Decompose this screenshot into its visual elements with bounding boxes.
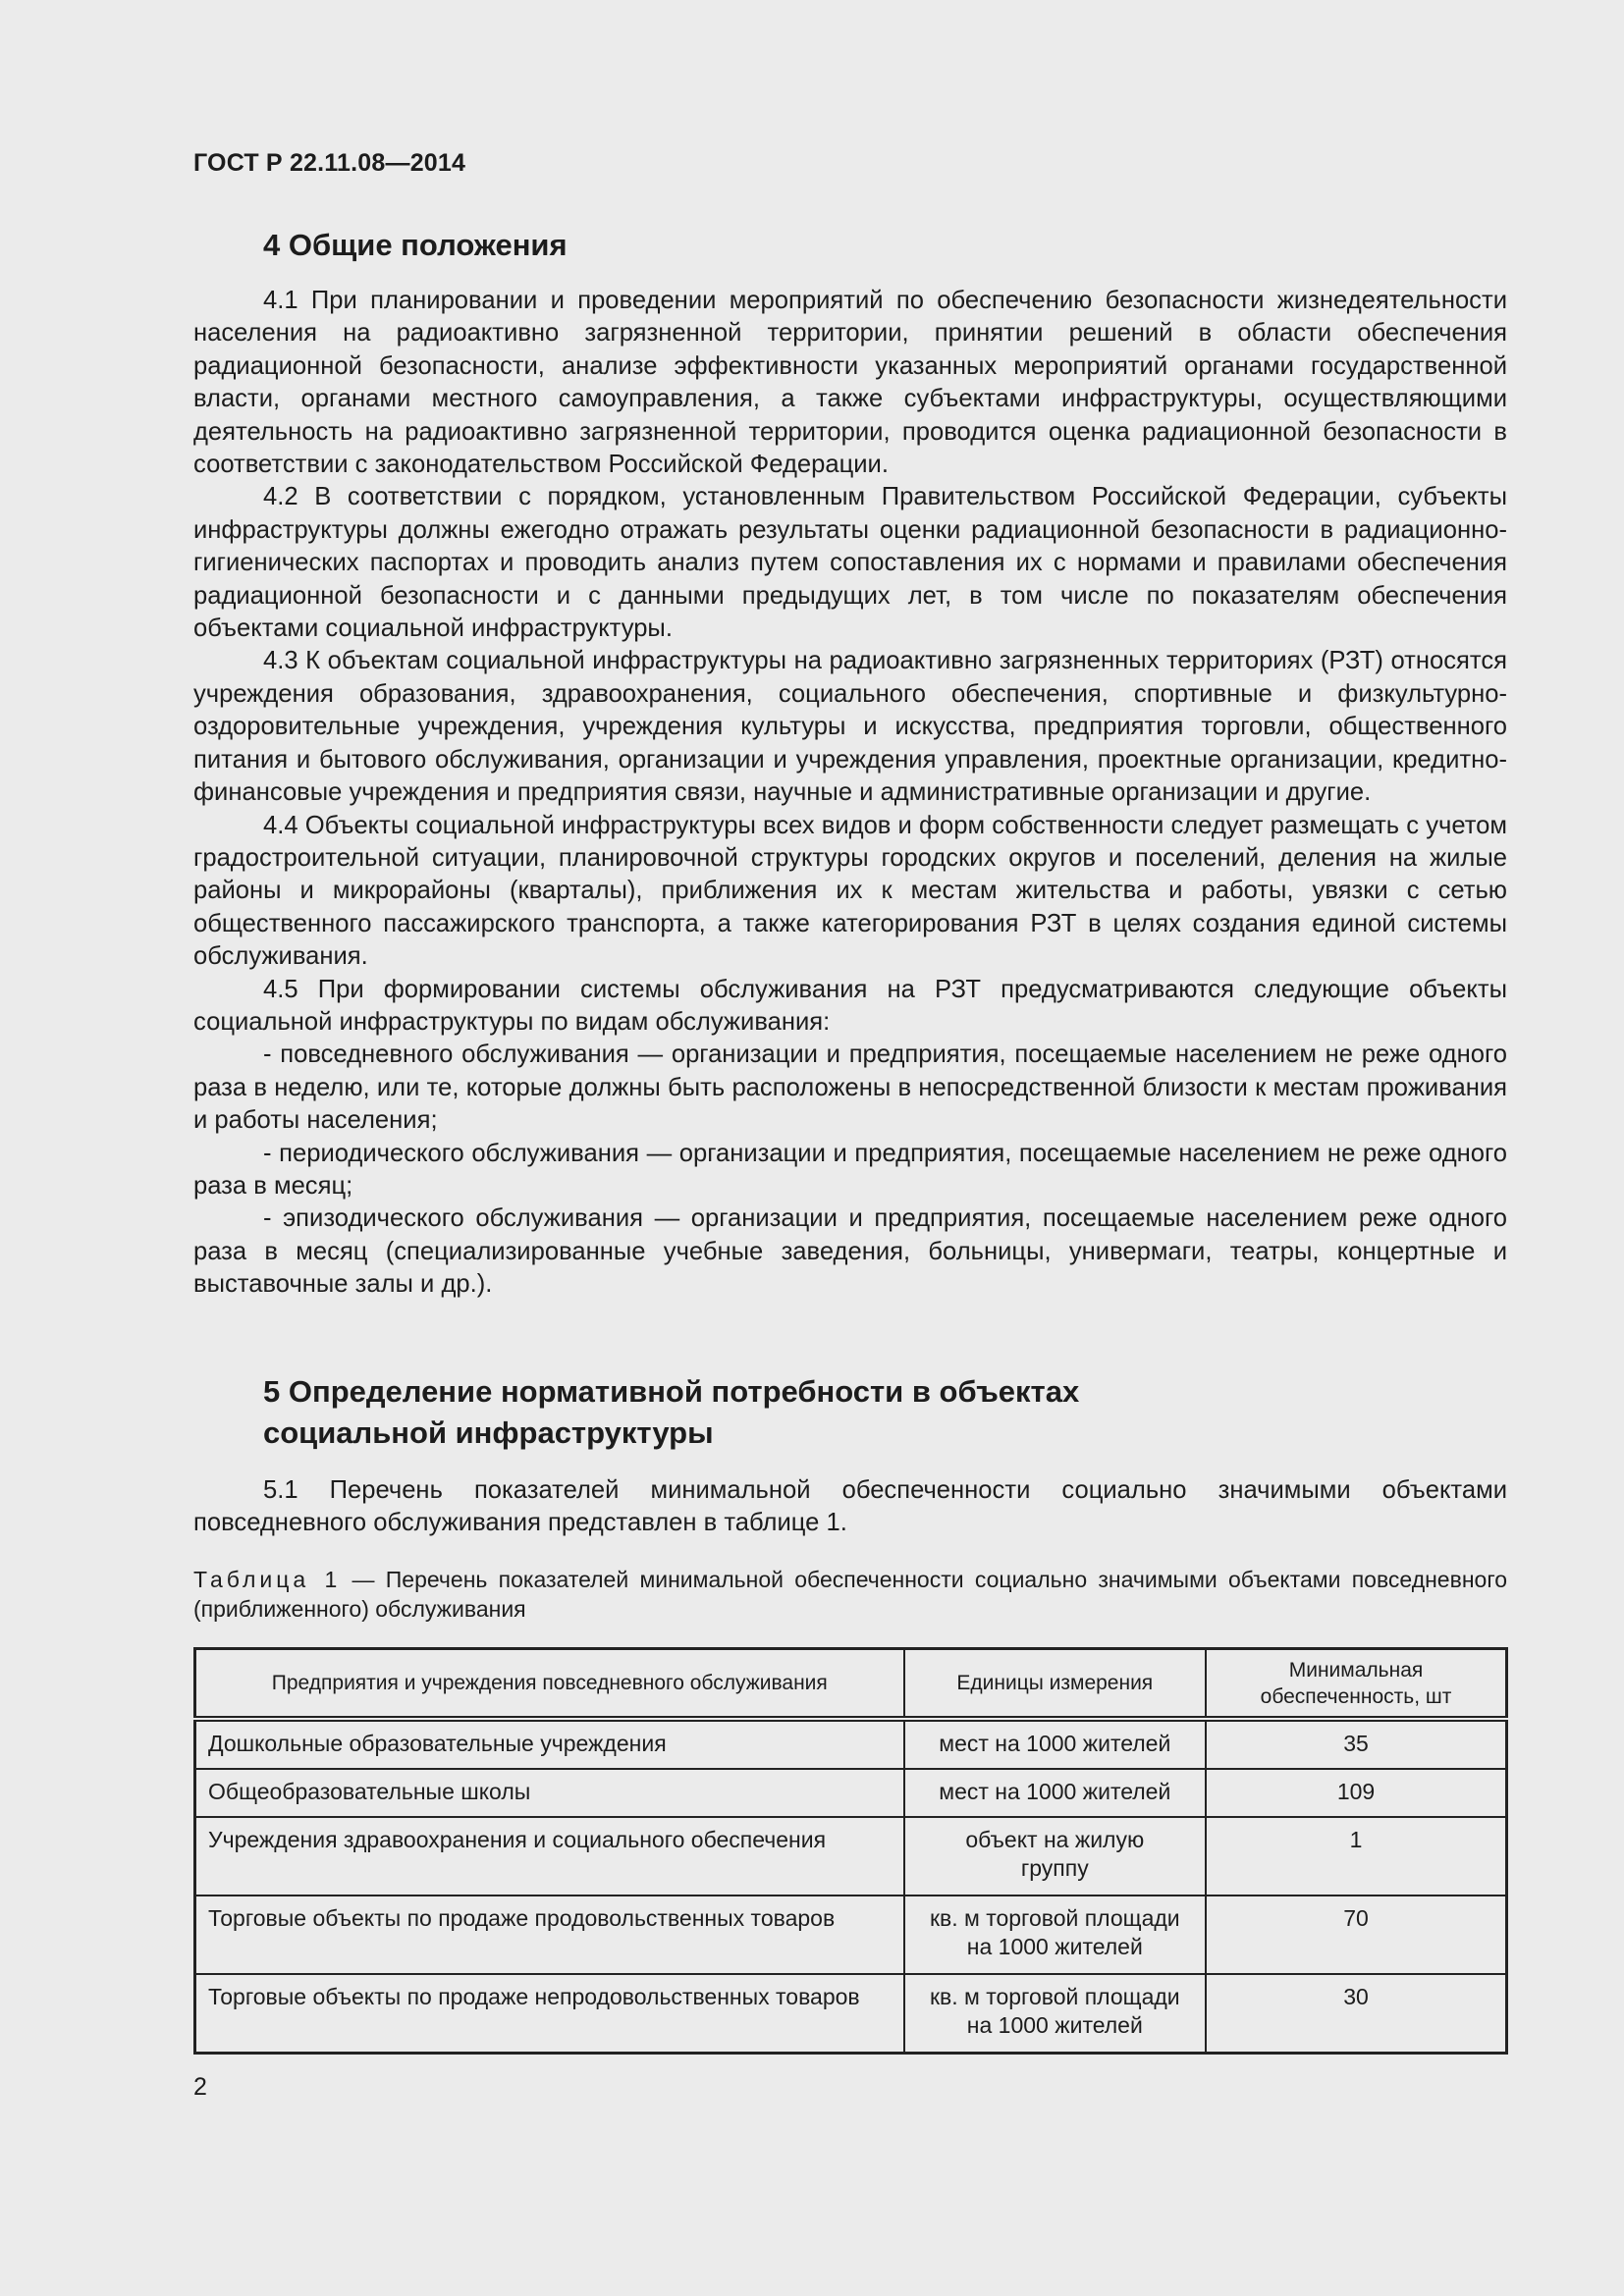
table-header-row [195,1649,1507,1720]
facility-cell: Торговые объекты по продаже непродовольственных товаров [195,1974,904,2054]
table-row [195,1769,1507,1817]
facility-cell: Общеобразовательные школы [195,1769,904,1817]
table-row [195,1719,1507,1769]
table-1 [193,1647,1508,2055]
paragraph-5-1: 5.1 Перечень показателей минимальной обеспеченности социально значимыми объектами повседневного обслуживания представлен в таблице 1. [193,1476,1507,1537]
facility-cell: Дошкольные образовательные учреждения [195,1719,904,1769]
paragraph-4-1: 4.1 При планировании и проведении мероприятий по обеспечению безопасности жизнедеятельности населения на радиоактивно загрязненной территории, принятии решений в области обеспечения радиационной безопасности, анализе эффективности указанных мероприятий органами государственной власти, органами местного самоуправления, а также субъектами инфраструктуры, осуществляющими деятельность на радиоактивно загрязненной территории, проводится оценка радиационной безопасности в соответствии с законодательством Российской Федерации. [193,287,1507,479]
value-cell: 35 [1206,1719,1507,1769]
section-5-body [193,1474,1507,1540]
list-item-daily-service: - повседневного обслуживания — организации и предприятия, посещаемые населением не реже одного раза в неделю, или те, которые должны быть расположены в непосредственной близости к местам проживания и работы населения; [193,1041,1507,1135]
paragraph-4-4: 4.4 Объекты социальной инфраструктуры всех видов и форм собственности следует размещать с учетом градостроительной ситуации, планировочной структуры городских округов и поселений, деления на жилые районы и микрорайоны (кварталы), приближения их к местам жительства и работы, увязки с сетью общественного пассажирского транспорта, а также категорирования РЗТ в целях создания единой системы обслуживания. [193,811,1507,971]
value-cell: 1 [1206,1817,1507,1896]
table-caption-text: — Перечень показателей минимальной обеспеченности социально значимыми объектами повседневного (приближенного) обслуживания [193,1567,1507,1622]
table-row [195,1974,1507,2054]
paragraph-4-3: 4.3 К объектам социальной инфраструктуры на радиоактивно загрязненных территориях (РЗТ) относятся учреждения образования, здравоохранения, социального обеспечения, спортивные и физкультурно-оздоровительные учреждения, учреждения культуры и искусства, предприятия торговли, общественного питания и бытового обслуживания, организации и учреждения управления, проектные организации, кредитно-финансовые учреждения и предприятия связи, научные и административные организации и другие. [193,647,1507,807]
table-row [195,1817,1507,1896]
column-header-min-provision: Минимальная обеспеченность, шт [1206,1649,1507,1720]
section-4-heading: 4 Общие положения [263,228,568,262]
unit-cell: мест на 1000 жителей [904,1769,1206,1817]
unit-cell: мест на 1000 жителей [904,1719,1206,1769]
section-5-heading [263,1371,1079,1454]
unit-cell: объект на жилую группу [904,1817,1206,1896]
table-row [195,1896,1507,1974]
section-5-heading-line-2: социальной инфраструктуры [263,1415,714,1450]
list-item-periodic-service: - периодического обслуживания — организации и предприятия, посещаемые населением не реже одного раза в месяц; [193,1139,1507,1200]
table-caption [193,1565,1507,1624]
unit-cell: кв. м торговой площади на 1000 жителей [904,1974,1206,2054]
table-caption-label: Таблица 1 [193,1567,342,1592]
facility-cell: Учреждения здравоохранения и социального обеспечения [195,1817,904,1896]
value-cell: 109 [1206,1769,1507,1817]
paragraph-4-5: 4.5 При формировании системы обслуживания на РЗТ предусматриваются следующие объекты социальной инфраструктуры по видам обслуживания: [193,975,1507,1036]
document-code: ГОСТ Р 22.11.08—2014 [193,149,466,177]
section-5-heading-line-1: 5 Определение нормативной потребности в объектах [263,1374,1080,1409]
column-header-facility: Предприятия и учреждения повседневного обслуживания [195,1649,904,1720]
unit-cell: кв. м торговой площади на 1000 жителей [904,1896,1206,1974]
facility-cell: Торговые объекты по продаже продовольственных товаров [195,1896,904,1974]
list-item-episodic-service: - эпизодического обслуживания — организации и предприятия, посещаемые населением реже одного раза в месяц (специализированные учебные заведения, больницы, универмаги, театры, концертные и выставочные залы и др.). [193,1204,1507,1299]
paragraph-4-2: 4.2 В соответствии с порядком, установленным Правительством Российской Федерации, субъекты инфраструктуры должны ежегодно отражать результаты оценки радиационной безопасности в радиационно-гигиенических паспортах и проводить анализ путем сопоставления их с нормами и правилами обеспечения радиационной безопасности и с данными предыдущих лет, в том числе по показателям обеспечения объектами социальной инфраструктуры. [193,483,1507,643]
page-number: 2 [193,2073,207,2101]
section-4-body [193,285,1507,1302]
value-cell: 30 [1206,1974,1507,2054]
value-cell: 70 [1206,1896,1507,1974]
column-header-unit: Единицы измерения [904,1649,1206,1720]
